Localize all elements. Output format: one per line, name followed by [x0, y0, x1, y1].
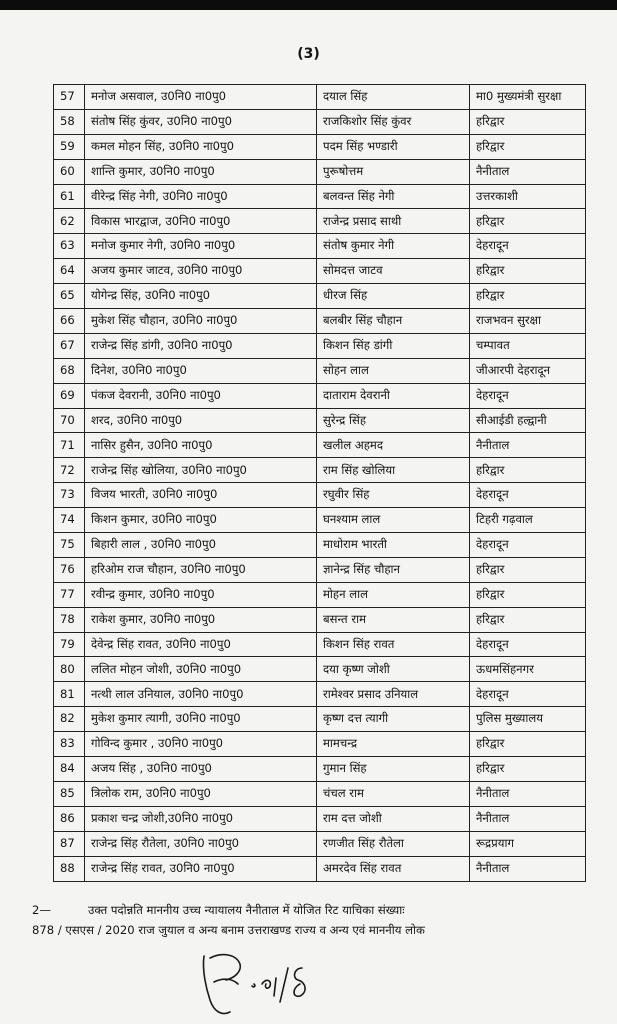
- father-name-cell: रघुवीर सिंह: [317, 483, 470, 508]
- name-cell: संतोष सिंह कुंवर, उ0नि0 ना0पु0: [85, 109, 317, 134]
- serial-number-cell: 85: [54, 781, 85, 806]
- serial-number-cell: 67: [54, 333, 85, 358]
- table-row: [54, 209, 586, 234]
- posting-cell: मा0 मुख्यमंत्री सुरक्षा: [470, 85, 586, 110]
- serial-number-cell: 76: [54, 557, 85, 582]
- posting-cell: हरिद्वार: [470, 109, 586, 134]
- father-name-cell: संतोष कुमार नेगी: [317, 234, 470, 259]
- serial-number-cell: 72: [54, 458, 85, 483]
- table-row: [54, 781, 586, 806]
- name-cell: नासिर हुसैन, उ0नि0 ना0पु0: [85, 433, 317, 458]
- table-row: [54, 483, 586, 508]
- father-name-cell: सोहन लाल: [317, 358, 470, 383]
- posting-cell: देहरादून: [470, 483, 586, 508]
- table-row: [54, 607, 586, 632]
- table-row: [54, 85, 586, 110]
- posting-cell: पुलिस मुख्यालय: [470, 707, 586, 732]
- father-name-cell: दया कृष्ण जोशी: [317, 657, 470, 682]
- posting-cell: सीआईडी हल्द्वानी: [470, 408, 586, 433]
- posting-cell: हरिद्वार: [470, 284, 586, 309]
- posting-cell: हरिद्वार: [470, 582, 586, 607]
- posting-cell: हरिद्वार: [470, 557, 586, 582]
- table-row: [54, 259, 586, 284]
- table-row: [54, 682, 586, 707]
- serial-number-cell: 60: [54, 159, 85, 184]
- name-cell: विजय भारती, उ0नि0 ना0पु0: [85, 483, 317, 508]
- father-name-cell: बलबीर सिंह चौहान: [317, 309, 470, 334]
- posting-cell: हरिद्वार: [470, 209, 586, 234]
- father-name-cell: माधोराम भारती: [317, 533, 470, 558]
- father-name-cell: मामचन्द्र: [317, 732, 470, 757]
- serial-number-cell: 58: [54, 109, 85, 134]
- table-row: [54, 134, 586, 159]
- footer-line-1: [32, 900, 588, 920]
- table-row: [54, 408, 586, 433]
- posting-cell: टिहरी गढ़वाल: [470, 508, 586, 533]
- name-cell: राकेश कुमार, उ0नि0 ना0पु0: [85, 607, 317, 632]
- father-name-cell: मोहन लाल: [317, 582, 470, 607]
- handwritten-signature: [196, 938, 326, 1022]
- name-cell: देवेन्द्र सिंह रावत, उ0नि0 ना0पु0: [85, 632, 317, 657]
- father-name-cell: बसन्त राम: [317, 607, 470, 632]
- page-number: (3): [297, 46, 320, 62]
- name-cell: शरद, उ0नि0 ना0पु0: [85, 408, 317, 433]
- posting-cell: राजभवन सुरक्षा: [470, 309, 586, 334]
- footer-index: 2—: [32, 903, 51, 917]
- posting-cell: नैनीताल: [470, 781, 586, 806]
- table-row: [54, 508, 586, 533]
- posting-cell: नैनीताल: [470, 856, 586, 881]
- posting-cell: नैनीताल: [470, 433, 586, 458]
- posting-cell: देहरादून: [470, 682, 586, 707]
- posting-cell: हरिद्वार: [470, 732, 586, 757]
- posting-cell: हरिद्वार: [470, 757, 586, 782]
- posting-cell: देहरादून: [470, 632, 586, 657]
- father-name-cell: गुमान सिंह: [317, 757, 470, 782]
- posting-cell: ऊधमसिंहनगर: [470, 657, 586, 682]
- name-cell: नत्थी लाल उनियाल, उ0नि0 ना0पु0: [85, 682, 317, 707]
- table-row: [54, 657, 586, 682]
- father-name-cell: राजकिशोर सिंह कुंवर: [317, 109, 470, 134]
- table-row: [54, 159, 586, 184]
- name-cell: राजेन्द्र सिंह रावत, उ0नि0 ना0पु0: [85, 856, 317, 881]
- table-row: [54, 433, 586, 458]
- serial-number-cell: 59: [54, 134, 85, 159]
- table-row: [54, 383, 586, 408]
- name-cell: शान्ति कुमार, उ0नि0 ना0पु0: [85, 159, 317, 184]
- serial-number-cell: 74: [54, 508, 85, 533]
- posting-cell: चम्पावत: [470, 333, 586, 358]
- table-row: [54, 458, 586, 483]
- name-cell: राजेन्द्र सिंह खोलिया, उ0नि0 ना0पु0: [85, 458, 317, 483]
- table-row: [54, 632, 586, 657]
- name-cell: प्रकाश चन्द्र जोशी,उ0नि0 ना0पु0: [85, 806, 317, 831]
- father-name-cell: दाताराम देवरानी: [317, 383, 470, 408]
- signature-graphic: [196, 938, 326, 1018]
- name-cell: विकास भारद्वाज, उ0नि0 ना0पु0: [85, 209, 317, 234]
- father-name-cell: रामेश्वर प्रसाद उनियाल: [317, 682, 470, 707]
- name-cell: मुकेश सिंह चौहान, उ0नि0 ना0पु0: [85, 309, 317, 334]
- father-name-cell: धीरज सिंह: [317, 284, 470, 309]
- serial-number-cell: 86: [54, 806, 85, 831]
- name-cell: मुकेश कुमार त्यागी, उ0नि0 ना0पु0: [85, 707, 317, 732]
- serial-number-cell: 75: [54, 533, 85, 558]
- father-name-cell: किशन सिंह डांगी: [317, 333, 470, 358]
- posting-cell: हरिद्वार: [470, 134, 586, 159]
- serial-number-cell: 88: [54, 856, 85, 881]
- table-row: [54, 184, 586, 209]
- name-cell: राजेन्द्र सिंह रौतेला, उ0नि0 ना0पु0: [85, 831, 317, 856]
- name-cell: ललित मोहन जोशी, उ0नि0 ना0पु0: [85, 657, 317, 682]
- posting-cell: रूद्रप्रयाग: [470, 831, 586, 856]
- father-name-cell: किशन सिंह रावत: [317, 632, 470, 657]
- name-cell: हरिओम राज चौहान, उ0नि0 ना0पु0: [85, 557, 317, 582]
- posting-cell: नैनीताल: [470, 159, 586, 184]
- table-row: [54, 557, 586, 582]
- father-name-cell: पदम सिंह भण्डारी: [317, 134, 470, 159]
- posting-cell: नैनीताल: [470, 806, 586, 831]
- name-cell: योगेन्द्र सिंह, उ0नि0 ना0पु0: [85, 284, 317, 309]
- serial-number-cell: 62: [54, 209, 85, 234]
- serial-number-cell: 63: [54, 234, 85, 259]
- father-name-cell: राजेन्द्र प्रसाद साथी: [317, 209, 470, 234]
- name-cell: मनोज कुमार नेगी, उ0नि0 ना0पु0: [85, 234, 317, 259]
- name-cell: त्रिलोक राम, उ0नि0 ना0पु0: [85, 781, 317, 806]
- posting-cell: हरिद्वार: [470, 458, 586, 483]
- serial-number-cell: 84: [54, 757, 85, 782]
- table-row: [54, 234, 586, 259]
- father-name-cell: राम दत्त जोशी: [317, 806, 470, 831]
- father-name-cell: चंचल राम: [317, 781, 470, 806]
- father-name-cell: घनश्याम लाल: [317, 508, 470, 533]
- serial-number-cell: 87: [54, 831, 85, 856]
- serial-number-cell: 78: [54, 607, 85, 632]
- father-name-cell: राम सिंह खोलिया: [317, 458, 470, 483]
- serial-number-cell: 81: [54, 682, 85, 707]
- serial-number-cell: 61: [54, 184, 85, 209]
- serial-number-cell: 80: [54, 657, 85, 682]
- serial-number-cell: 70: [54, 408, 85, 433]
- father-name-cell: दयाल सिंह: [317, 85, 470, 110]
- posting-cell: देहरादून: [470, 533, 586, 558]
- serial-number-cell: 73: [54, 483, 85, 508]
- table-row: [54, 284, 586, 309]
- name-cell: राजेन्द्र सिंह डांगी, उ0नि0 ना0पु0: [85, 333, 317, 358]
- table-row: [54, 358, 586, 383]
- posting-cell: देहरादून: [470, 234, 586, 259]
- serial-number-cell: 68: [54, 358, 85, 383]
- roster-table: [53, 84, 586, 882]
- footer-line-2: 878 / एसएस / 2020 राज जुयाल व अन्य बनाम उत्तराखण्ड राज्य व अन्य एवं माननीय लोक: [32, 923, 425, 937]
- posting-cell: देहरादून: [470, 383, 586, 408]
- father-name-cell: अमरदेव सिंह रावत: [317, 856, 470, 881]
- name-cell: किशन कुमार, उ0नि0 ना0पु0: [85, 508, 317, 533]
- name-cell: अजय कुमार जाटव, उ0नि0 ना0पु0: [85, 259, 317, 284]
- table-row: [54, 732, 586, 757]
- father-name-cell: सोमदत्त जाटव: [317, 259, 470, 284]
- serial-number-cell: 71: [54, 433, 85, 458]
- roster-table-body: [54, 85, 586, 882]
- father-name-cell: पुरूषोत्तम: [317, 159, 470, 184]
- serial-number-cell: 77: [54, 582, 85, 607]
- name-cell: अजय सिंह , उ0नि0 ना0पु0: [85, 757, 317, 782]
- father-name-cell: बलवन्त सिंह नेगी: [317, 184, 470, 209]
- name-cell: मनोज असवाल, उ0नि0 ना0पु0: [85, 85, 317, 110]
- name-cell: कमल मोहन सिंह, उ0नि0 ना0पु0: [85, 134, 317, 159]
- name-cell: बिहारी लाल , उ0नि0 ना0पु0: [85, 533, 317, 558]
- footer-paragraph: [32, 900, 588, 940]
- father-name-cell: कृष्ण दत्त त्यागी: [317, 707, 470, 732]
- serial-number-cell: 64: [54, 259, 85, 284]
- table-row: [54, 831, 586, 856]
- posting-cell: हरिद्वार: [470, 607, 586, 632]
- table-row: [54, 333, 586, 358]
- father-name-cell: ज्ञानेन्द्र सिंह चौहान: [317, 557, 470, 582]
- table-row: [54, 806, 586, 831]
- table-row: [54, 856, 586, 881]
- serial-number-cell: 57: [54, 85, 85, 110]
- name-cell: गोविन्द कुमार , उ0नि0 ना0पु0: [85, 732, 317, 757]
- serial-number-cell: 83: [54, 732, 85, 757]
- posting-cell: उत्तरकाशी: [470, 184, 586, 209]
- table-row: [54, 533, 586, 558]
- serial-number-cell: 79: [54, 632, 85, 657]
- footer-text-1: उक्त पदोन्नति माननीय उच्च न्यायालय नैनीताल में योजित रिट याचिका संख्याः: [88, 903, 405, 917]
- name-cell: रवीन्द्र कुमार, उ0नि0 ना0पु0: [85, 582, 317, 607]
- table-row: [54, 109, 586, 134]
- table-row: [54, 309, 586, 334]
- father-name-cell: सुरेन्द्र सिंह: [317, 408, 470, 433]
- table-row: [54, 582, 586, 607]
- serial-number-cell: 66: [54, 309, 85, 334]
- name-cell: पंकज देवरानी, उ0नि0 ना0पु0: [85, 383, 317, 408]
- serial-number-cell: 82: [54, 707, 85, 732]
- name-cell: वीरेन्द्र सिंह नेगी, उ0नि0 ना0पु0: [85, 184, 317, 209]
- posting-cell: हरिद्वार: [470, 259, 586, 284]
- posting-cell: जीआरपी देहरादून: [470, 358, 586, 383]
- table-row: [54, 707, 586, 732]
- father-name-cell: रणजीत सिंह रौतेला: [317, 831, 470, 856]
- name-cell: दिनेश, उ0नि0 ना0पु0: [85, 358, 317, 383]
- serial-number-cell: 69: [54, 383, 85, 408]
- table-row: [54, 757, 586, 782]
- top-edge-bar: [0, 0, 617, 10]
- father-name-cell: खलील अहमद: [317, 433, 470, 458]
- serial-number-cell: 65: [54, 284, 85, 309]
